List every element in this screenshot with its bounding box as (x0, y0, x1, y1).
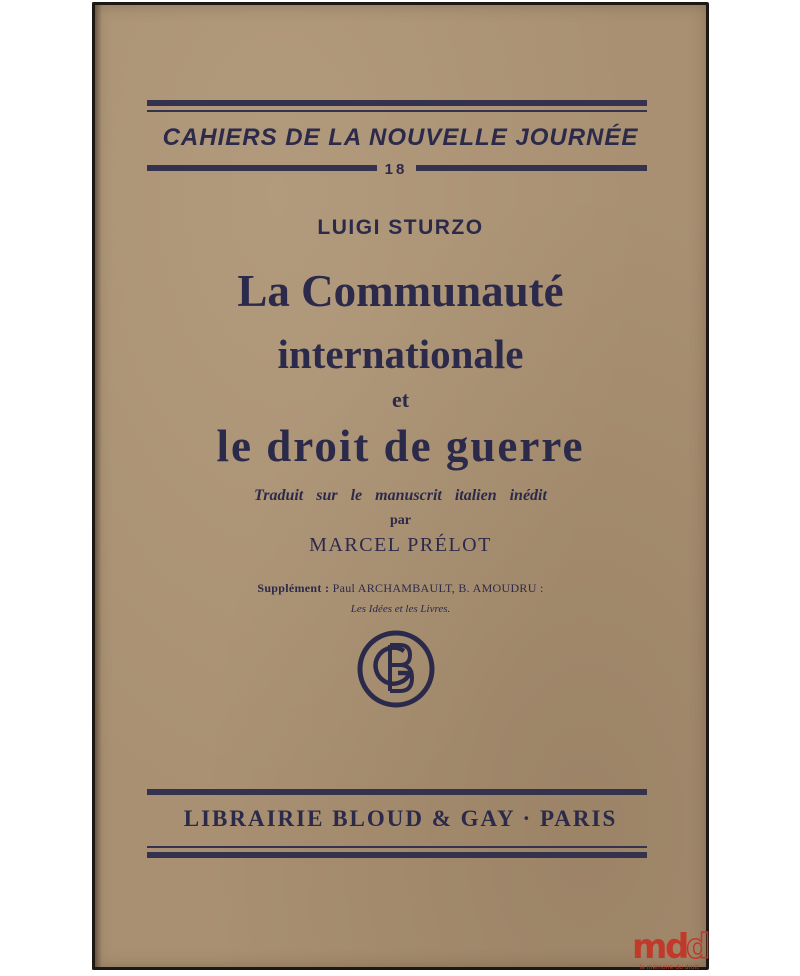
publisher-monogram-logo (356, 629, 436, 709)
publisher-line: LIBRAIRIE BLOUD & GAY · PARIS (183, 806, 618, 831)
svg-text:d: d (665, 927, 690, 967)
title-line-4: le droit de guerre (216, 421, 585, 471)
series-title: CAHIERS DE LA NOUVELLE JOURNÉE (162, 124, 639, 151)
bottom-rule-top (147, 789, 647, 795)
top-rule-lower (147, 110, 647, 112)
title-line-1: La Communauté (237, 266, 564, 316)
author-name: LUIGI STURZO (317, 216, 484, 239)
supplement-line (92, 581, 709, 596)
supplement-label: Supplément : (257, 581, 330, 595)
svg-text:d: d (686, 927, 710, 967)
number-rule-right (416, 165, 647, 171)
watermark-tagline: la mémoire du droit (639, 964, 699, 971)
supplement-authors: Paul ARCHAMBAULT, B. AMOUDRU : (332, 581, 544, 595)
supplement-title: Les Idées et les Livres. (350, 603, 451, 615)
series-number: 18 (384, 161, 408, 178)
translator-name: MARCEL PRÉLOT (309, 534, 492, 556)
top-rule-upper (147, 100, 647, 106)
bottom-rule-bottom-thin (147, 846, 647, 848)
svg-text:m: m (632, 927, 668, 967)
translation-note: Traduit sur le manuscrit italien inédit (254, 487, 547, 504)
bottom-rule-bottom (147, 852, 647, 858)
number-rule-left (147, 165, 377, 171)
title-line-3: et (391, 387, 410, 412)
title-line-2: internationale (277, 331, 524, 377)
par-label: par (390, 513, 411, 528)
